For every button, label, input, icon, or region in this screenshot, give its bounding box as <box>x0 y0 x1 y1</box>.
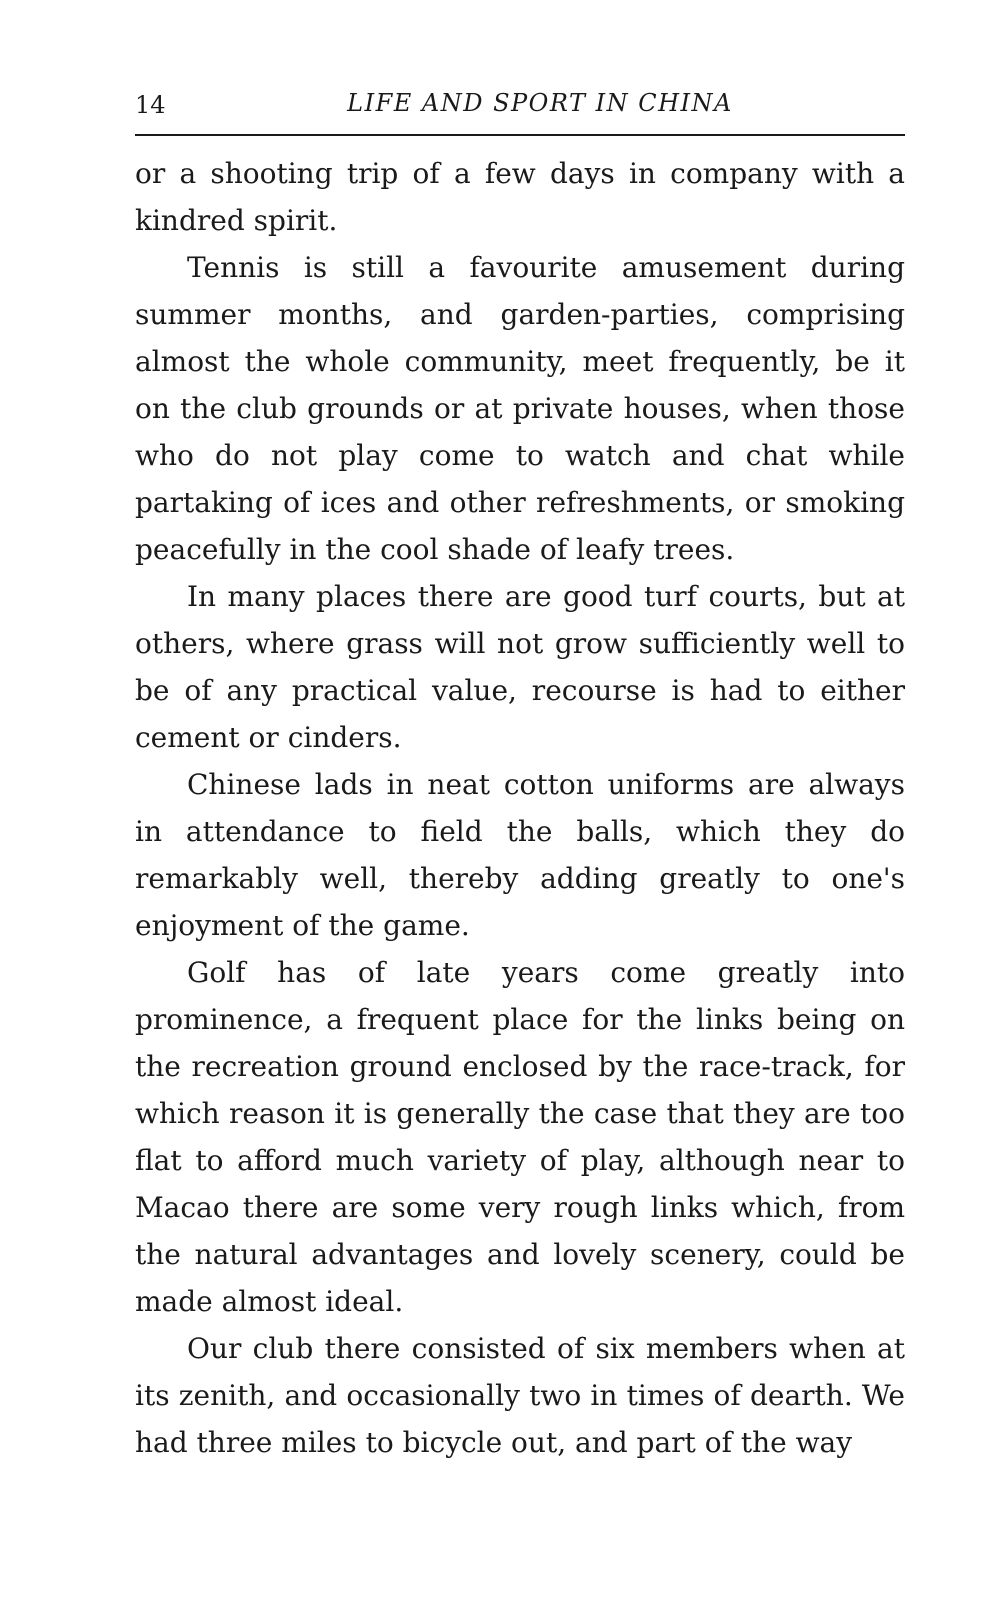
paragraph-our-club: Our club there consisted of six members when at its zenith, and occasionally two in times of dearth. We had three miles to bicycle out, and part of the way <box>135 1332 905 1459</box>
paragraph-turf-courts: In many places there are good turf courts, but at others, where grass will not grow sufficiently well to be of any practical value, recourse is had to either cement or cinders. <box>135 580 905 754</box>
paragraph-continued: or a shooting trip of a few days in company with a kindred spirit. <box>135 157 905 237</box>
body-text <box>135 150 905 1466</box>
page-number: 14 <box>135 91 166 119</box>
running-title: LIFE AND SPORT IN CHINA <box>347 89 733 117</box>
header-rule <box>135 134 905 136</box>
page-header <box>135 88 905 124</box>
paragraph-chinese-lads: Chinese lads in neat cotton uniforms are always in attendance to field the balls, which they do remarkably well, thereby adding greatly to one's enjoyment of the game. <box>135 768 905 942</box>
paragraph-golf: Golf has of late years come greatly into prominence, a frequent place for the links being on the recreation ground enclosed by the race-track, for which reason it is generally the case that they are too flat to afford much variety of play, although near to Macao there are some very rough links which, from the natural advantages and lovely scenery, could be made almost ideal. <box>135 956 905 1318</box>
paragraph-tennis: Tennis is still a favourite amusement during summer months, and garden-parties, comprising almost the whole community, meet frequently, be it on the club grounds or at private houses, when those who do not play come to watch and chat while partaking of ices and other refreshments, or smoking peacefully in the cool shade of leafy trees. <box>135 251 905 566</box>
